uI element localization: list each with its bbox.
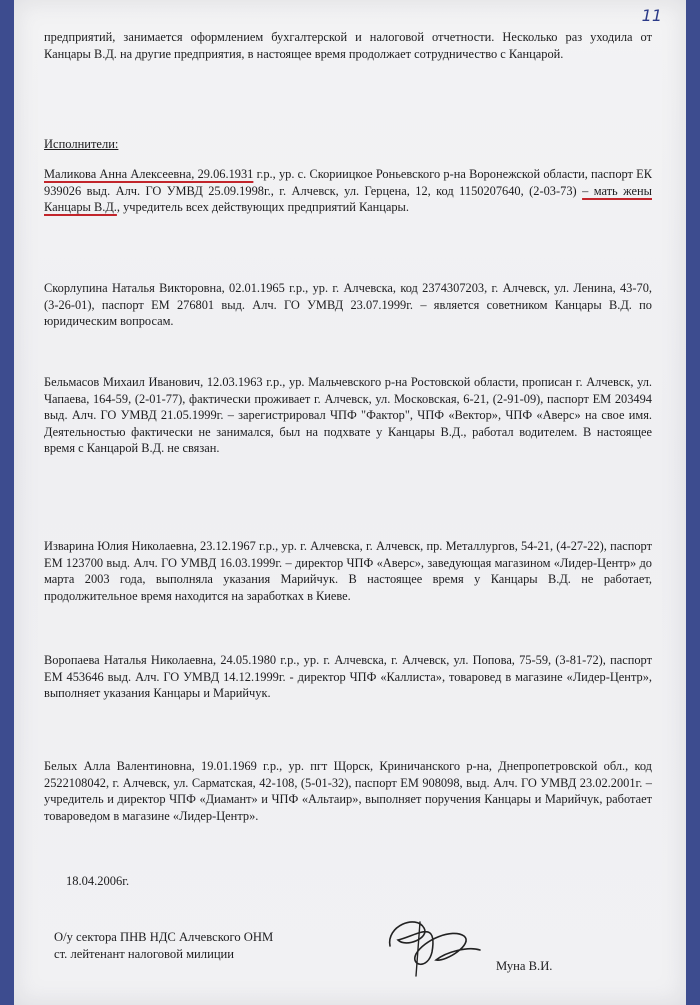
document-page [14, 0, 686, 1005]
person-role: , учредитель всех действующих предприятий Канцары. [116, 200, 409, 215]
person-name-underlined: Маликова Анна Алексеевна, 29.06.1931 [44, 167, 254, 181]
signatory-rank: ст. лейтенант налоговой милиции [54, 947, 235, 961]
performers-heading: Исполнители: [44, 137, 119, 151]
person-paragraph-belykh: Белых Алла Валентиновна, 19.01.1969 г.р., ур. пгт Щорск, Криничанского р-на, Днепропетровской обл., код 2522108042, г. Алчевск, ул. Сарматская, 42-108, (5-01-32), паспорт ЕМ 908098, выд. Алч. ГО УМВД 23.02.2001г. – учредитель и директор ЧПФ «Диамант» и ЧПФ «Альтаир», выполняет поручения Канцары и Марийчук, работает товароведом в магазине «Лидер-Центр». [44, 759, 652, 823]
person-paragraph-belmasov: Бельмасов Михаил Иванович, 12.03.1963 г.р., ур. Мальчевского р-на Ростовской области, прописан г. Алчевск, ул. Чапаева, 164-59, (2-01-77), фактически проживает г. Алчевск, ул. Московская, 6-21, (2-91-09), паспорт ЕМ 203494 выд. Алч. ГО УМВД 21.05.1999г. – зарегистрировал ЧПФ "Фактор", ЧПФ «Вектор», ЧПФ «Аверс» на свое имя. Деятельностью фактически не занимался, был на подхвате у Канцары В.Д., работал водителем. В настоящее время с Канцарой В.Д. не связан. [44, 375, 652, 456]
person-paragraph-skorlupina: Скорлупина Наталья Викторовна, 02.01.1965 г.р., ур. г. Алчевска, код 2374307203, г. Алчевск, ул. Ленина, 43-70, (3-26-01), паспорт ЕМ 276801 выд. Алч. ГО УМВД 23.07.1999г. – является советником Канцары В.Д. по юридическим вопросам. [44, 281, 652, 329]
relation-underlined: – мать жены Канцары В.Д. [44, 183, 652, 215]
signer-name: Муна В.И. [496, 959, 553, 973]
person-paragraph-malikova [44, 166, 652, 216]
intro-paragraph: предприятий, занимается оформлением бухгалтерской и налоговой отчетности. Несколько раз уходила от Канцары В.Д. на другие предприятия, в настоящее время продолжает сотрудничество с Канцарой. [44, 30, 652, 61]
person-paragraph-izvarina: Изварина Юлия Николаевна, 23.12.1967 г.р., ур. г. Алчевска, г. Алчевск, пр. Металлургов, 54-21, (4-27-22), паспорт ЕМ 123700 выд. Алч. ГО УМВД 16.03.1999г. – директор ЧПФ «Аверс», заведующая магазином «Лидер-Центр» до марта 2003 года, выполняла указания Марийчук. В настоящее время у Канцары В.Д. не работает, продолжительное время находится на заработках в Киеве. [44, 539, 652, 603]
document-date: 18.04.2006г. [66, 874, 130, 888]
person-paragraph-voropaeva: Воропаева Наталья Николаевна, 24.05.1980 г.р., ур. г. Алчевска, г. Алчевск, ул. Попова, 75-59, (3-81-72), паспорт ЕМ 453646 выд. Алч. ГО УМВД 14.12.1999г. - директор ЧПФ «Каллиста», товаровед в магазине «Лидер-Центр», выполняет указания Канцары и Марийчук. [44, 653, 652, 701]
page-number: 11 [641, 6, 662, 25]
signatory-position: О/у сектора ПНВ НДС Алчевского ОНМ [54, 930, 274, 944]
handwritten-signature [376, 906, 486, 981]
person-details: г.р., ур. с. Скориицкое Роньевского р-на Воронежской области, паспорт ЕК 939026 выд. Алч. ГО УМВД 25.09.1998г., г. Алчевск, ул. Герцена, 12, код 1150207640, (2-03-73) [44, 167, 652, 198]
